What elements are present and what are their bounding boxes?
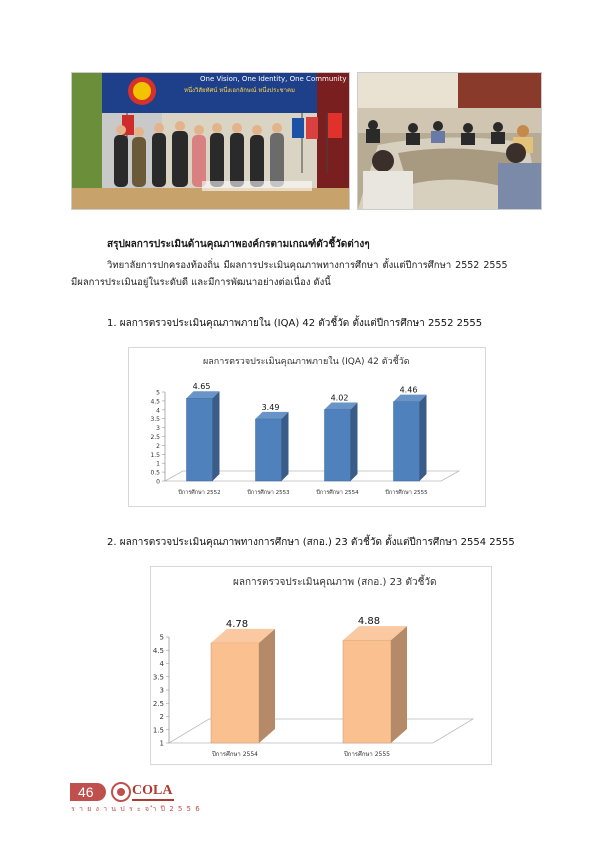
y-tick-label: 2 (159, 713, 164, 721)
y-tick-label: 3 (156, 425, 160, 433)
category-label: ปีการศึกษา 2554 (212, 751, 258, 758)
bar-value-label: 4.02 (330, 393, 349, 403)
cola-logo-text: COLA (132, 783, 173, 798)
y-tick-label: 4.5 (152, 646, 164, 655)
page-number-text: 46 (78, 784, 94, 800)
cola-logo (111, 782, 175, 802)
bar-value-label: 4.46 (399, 385, 418, 395)
y-tick-label: 3.5 (152, 673, 164, 682)
y-tick-label: 3 (159, 686, 164, 695)
bar (256, 419, 282, 481)
page-number (70, 783, 106, 801)
category-label: ปีการศึกษา 2552 (178, 490, 221, 496)
banner-line2: หนึ่งวิสัยทัศน์ หนึ่งเอกลักษณ์ หนึ่งประชาคม (184, 87, 295, 94)
annual-report-label: ร า ย ง า น ป ร ะ จ ำ ปี 2 5 5 6 (71, 805, 201, 813)
bar (211, 643, 259, 743)
y-tick-label: 1 (156, 460, 160, 468)
bar-side (391, 626, 407, 743)
y-tick-label: 1.5 (150, 451, 160, 459)
category-label: ปีการศึกษา 2555 (344, 751, 390, 758)
y-tick-label: 1 (159, 739, 164, 748)
ohec-chart-title: ผลการตรวจประเมินคุณภาพ (สกอ.) 23 ตัวชี้วัด (233, 577, 437, 588)
y-tick-label: 1.5 (152, 726, 164, 735)
ohec-chart (150, 566, 492, 765)
bar-side (282, 412, 289, 481)
paragraph-line-2: มีผลการประเมินอยู่ในระดับดี และมีการพัฒนาอย่างต่อเนื่อง ดังนี้ (71, 277, 331, 288)
bar (343, 640, 391, 743)
bar-side (351, 402, 358, 481)
bar-value-label: 3.49 (261, 402, 280, 412)
bar-side (259, 629, 275, 743)
y-tick-label: 4.5 (150, 398, 160, 406)
item-2-heading: 2. ผลการตรวจประเมินคุณภาพทางการศึกษา (สกอ.) 23 ตัวชี้วัด ตั้งแต่ปีการศึกษา 2554 2555 (107, 537, 515, 548)
category-label: ปีการศึกษา 2554 (316, 490, 359, 496)
cola-seal-icon (111, 782, 131, 802)
item-1-heading: 1. ผลการตรวจประเมินคุณภาพภายใน (IQA) 42 ตัวชี้วัด ตั้งแต่ปีการศึกษา 2552 2555 (107, 318, 483, 329)
y-tick-label: 5 (159, 633, 164, 642)
y-tick-label: 5 (156, 389, 160, 397)
iqa-chart-plot (129, 348, 485, 506)
meeting-photo (357, 72, 542, 210)
bar-value-label: 4.65 (192, 382, 211, 392)
bar-value-label: 4.78 (225, 618, 249, 630)
y-tick-label: 2 (156, 442, 160, 450)
y-tick-label: 4 (159, 660, 164, 668)
bar (187, 398, 213, 481)
category-label: ปีการศึกษา 2553 (247, 490, 290, 496)
y-tick-label: 2.5 (150, 434, 160, 441)
group-photo (71, 72, 350, 210)
y-tick-label: 4 (156, 407, 160, 415)
y-tick-label: 0.5 (150, 469, 160, 477)
bar-side (420, 395, 427, 481)
paragraph-line-1: วิทยาลัยการปกครองท้องถิ่น มีผลการประเมินคุณภาพทางการศึกษา ตั้งแต่ปีการศึกษา 2552 2555 (107, 260, 508, 271)
y-tick-label: 0 (156, 478, 160, 486)
iqa-chart (128, 347, 486, 507)
bar (394, 402, 420, 481)
y-tick-label: 2.5 (152, 699, 164, 708)
y-tick-label: 3.5 (150, 416, 160, 424)
iqa-chart-title: ผลการตรวจประเมินคุณภาพภายใน (IQA) 42 ตัวชี้วัด (203, 357, 410, 367)
bar-side (213, 391, 220, 481)
section-title: สรุปผลการประเมินด้านคุณภาพองค์กรตามเกณฑ์ตัวชี้วัดต่างๆ (107, 239, 370, 250)
banner-line1: One Vision, One Identity, One Community (200, 75, 347, 83)
bar-value-label: 4.88 (357, 616, 381, 628)
ohec-chart-plot (151, 567, 491, 764)
bar (325, 409, 351, 481)
category-label: ปีการศึกษา 2555 (385, 490, 428, 496)
